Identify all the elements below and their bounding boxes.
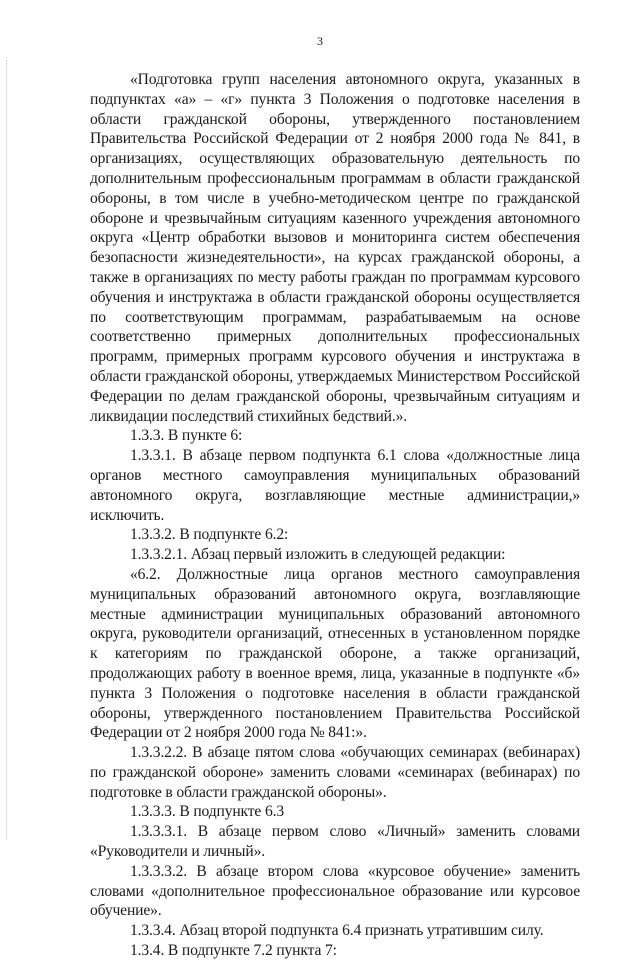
paragraph-item-1-3-3: 1.3.3. В пункте 6: (130, 427, 243, 445)
page-number: 3 (317, 34, 323, 48)
paragraph-item-1-3-3-2: 1.3.3.2. В подпункте 6.2: (130, 526, 289, 544)
scan-edge-line (6, 60, 8, 840)
paragraph-quote-6-2: «6.2. Должностные лица органов местного самоуправления муниципальных образований автономного округа, возглавляющие местные администрации муниципальных образований автономного округа, руководители организаций, отнесенных в установленном порядке к категориям по гражданской обороне, а также организаций, продолжающих работу в военное время, лица, указанные в подпункте «б» пункта 3 Положения о подготовке населения в области гражданской обороны, утвержденного постановлением Правительства Российской Федерации от 2 ноября 2000 года № 841:». (90, 565, 580, 742)
paragraph-item-1-3-4: 1.3.4. В подпункте 7.2 пункта 7: (130, 942, 337, 960)
paragraph-item-1-3-3-2-1: 1.3.3.2.1. Абзац первый изложить в следующей редакции: (130, 546, 506, 564)
paragraph-item-1-3-3-4: 1.3.3.4. Абзац второй подпункта 6.4 признать утратившим силу. (130, 922, 544, 940)
paragraph-item-1-3-3-3-1: 1.3.3.3.1. В абзаце первом слово «Личный» заменить словами «Руководители и личный». (90, 823, 580, 861)
paragraph-item-1-3-3-1: 1.3.3.1. В абзаце первом подпункта 6.1 слова «должностные лица органов местного самоуправления муниципальных образований автономного округа, возглавляющие местные администрации,» исключить. (90, 447, 580, 524)
paragraph-item-1-3-3-3-2: 1.3.3.3.2. В абзаце втором слова «курсовое обучение» заменить словами «дополнительное профессиональное образование или курсовое обучение». (90, 862, 580, 920)
paragraph-item-1-3-3-3: 1.3.3.3. В подпункте 6.3 (130, 803, 284, 821)
paragraph-training-groups: «Подготовка групп населения автономного округа, указанных в подпунктах «а» – «г» пункта 3 Положения о подготовке населения в области гражданской обороны, утвержденного постановлением Правительства Российской Федерации от 2 ноября 2000 года № 841, в организациях, осуществляющих образовательную деятельность по дополнительным профессиональным программам в области гражданской обороны, в том числе в учебно-методическом центре по гражданской обороне и чрезвычайным ситуациям казенного учреждения автономного округа «Центр обработки вызовов и мониторинга систем обеспечения безопасности жизнедеятельности», на курсах гражданской обороны, а также в организациях по месту работы граждан по программам курсового обучения и инструктажа в области гражданской обороны осуществляется по соответствующим программам, разрабатываемым на основе соответственно примерных дополнительных профессиональных программ, примерных программ курсового обучения и инструктажа в области гражданской обороны, утверждаемых Министерством Российской Федерации по делам гражданской обороны, чрезвычайным ситуациям и ликвидации последствий стихийных бедствий.». (90, 71, 580, 425)
document-body (90, 70, 580, 961)
paragraph-item-1-3-3-2-2: 1.3.3.2.2. В абзаце пятом слова «обучающих семинарах (вебинарах) по гражданской обороне» заменить словами «семинарах (вебинарах) по подготовке в области гражданской обороны». (90, 744, 580, 801)
